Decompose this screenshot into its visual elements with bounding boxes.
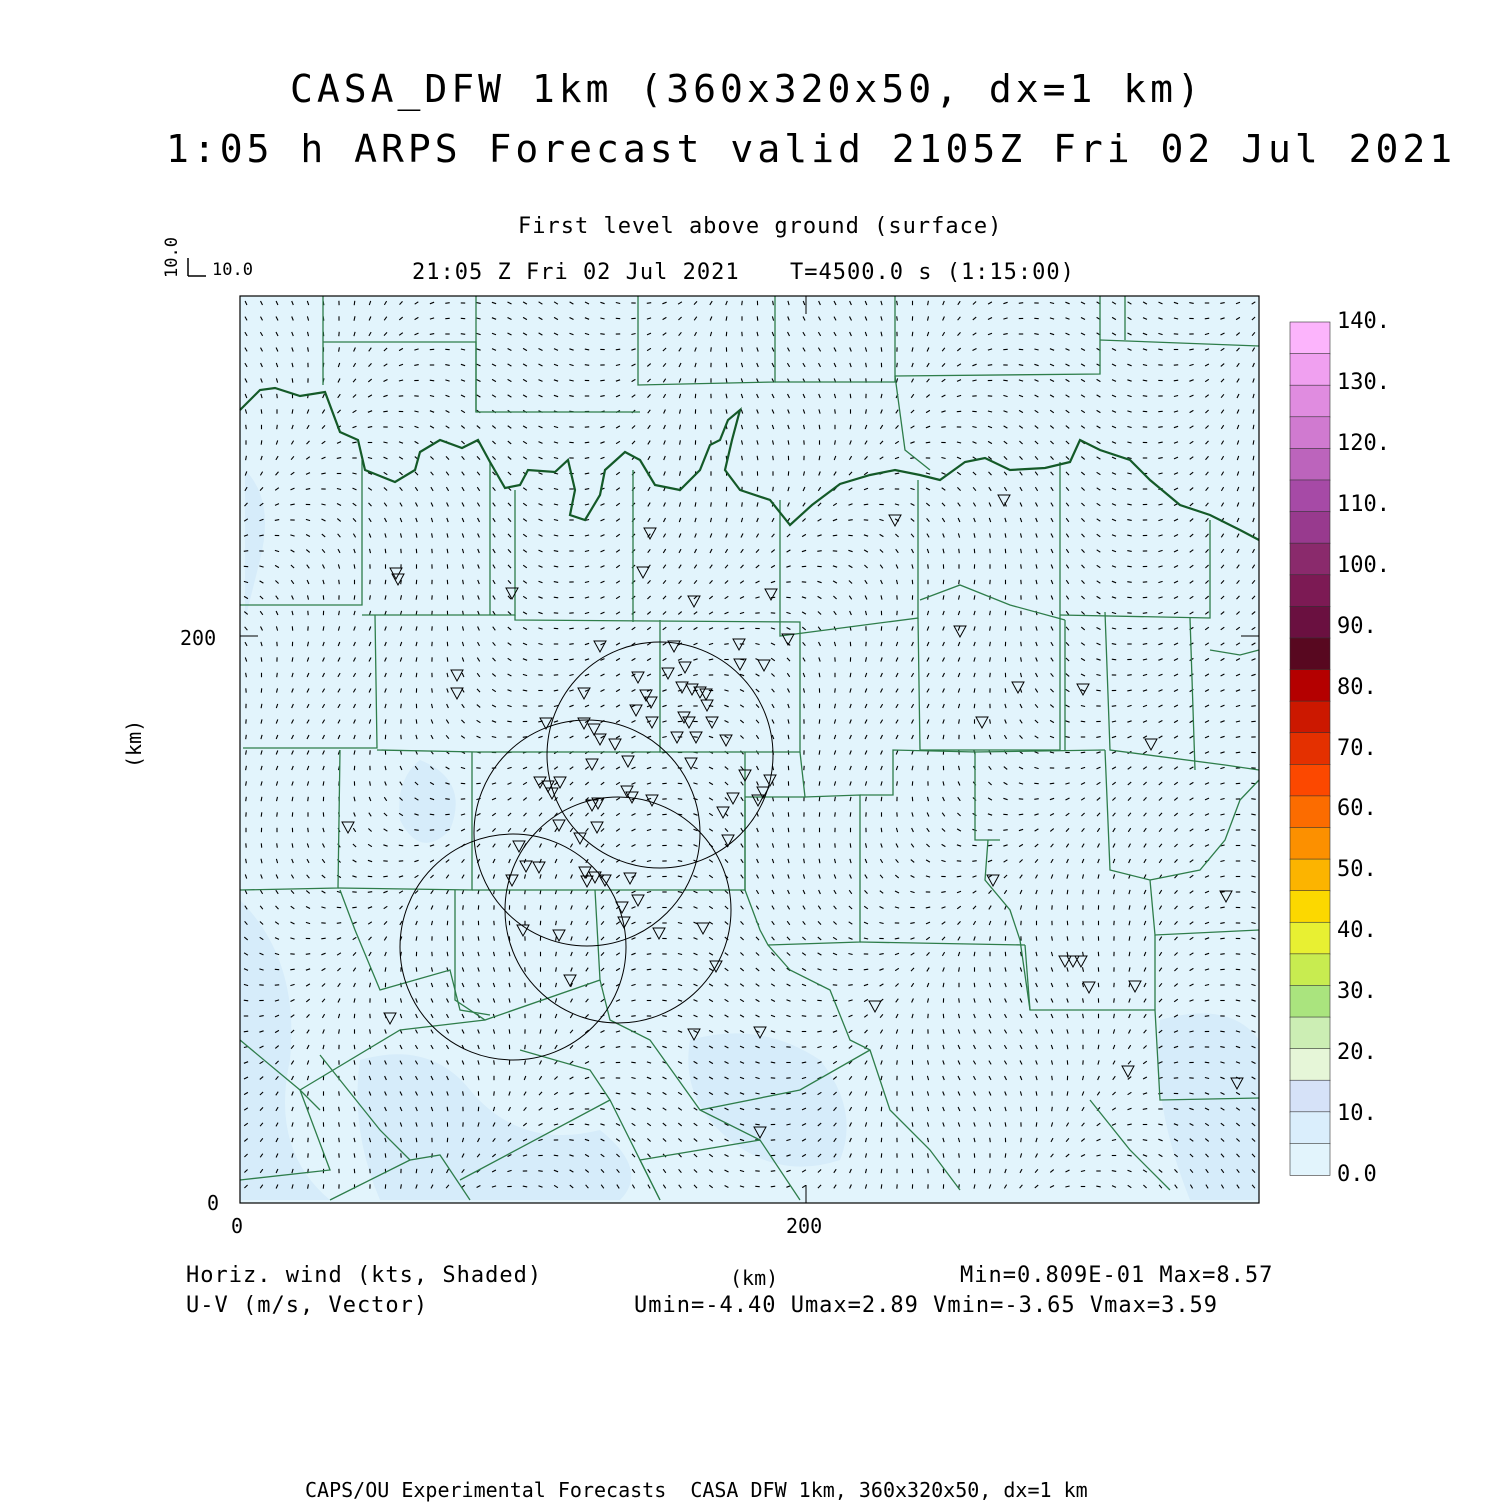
wind-vector	[525, 1045, 526, 1049]
wind-vector	[835, 409, 836, 413]
wind-vector	[711, 502, 712, 506]
wind-vector	[321, 938, 325, 939]
colorbar-swatch	[1290, 638, 1330, 670]
wind-vector	[897, 1060, 898, 1064]
elapsed-time-label: T=4500.0 s (1:15:00)	[790, 262, 1075, 284]
wind-vector	[354, 301, 355, 305]
x-tick-0: 0	[231, 1216, 243, 1236]
wind-vector	[912, 1076, 913, 1080]
wind-vector	[771, 1186, 775, 1187]
wind-vector	[912, 332, 913, 336]
wind-vector	[678, 799, 682, 800]
colorbar-label: 40.	[1337, 920, 1377, 942]
wind-vector	[494, 1060, 495, 1064]
colorbar-swatch	[1290, 859, 1330, 891]
wind-vector	[850, 394, 851, 398]
wind-vector	[771, 1171, 775, 1172]
wind-vector	[261, 657, 262, 661]
colorbar-swatch	[1290, 1143, 1330, 1175]
wind-vector	[881, 828, 882, 832]
wind-vector	[416, 967, 417, 971]
wind-vector	[1251, 799, 1255, 800]
colorbar-label: 80.	[1337, 677, 1377, 699]
wind-vector	[941, 427, 945, 428]
colorbar-swatch	[1290, 1017, 1330, 1049]
wind-vector	[308, 828, 309, 832]
wind-vector	[773, 456, 774, 460]
wind-vector	[819, 425, 820, 429]
y-tick-0: 0	[207, 1193, 219, 1213]
wind-vector	[990, 673, 991, 677]
wind-vector	[631, 1016, 635, 1017]
valid-time-label: 21:05 Z Fri 02 Jul 2021	[412, 262, 740, 284]
wind-vector	[711, 347, 712, 351]
wind-vector	[788, 828, 789, 832]
wind-vector	[647, 303, 651, 304]
wind-vector	[1220, 954, 1224, 955]
wind-vector	[383, 411, 387, 412]
wind-vector	[1220, 1031, 1224, 1032]
wind-vector	[990, 967, 991, 971]
wind-vector	[662, 768, 666, 769]
wind-vector	[1021, 564, 1022, 568]
wind-vector	[585, 365, 589, 366]
vector-key-v-label: 10.0	[164, 237, 181, 278]
wind-vector	[246, 735, 247, 739]
wind-vector	[835, 688, 836, 692]
wind-vector	[988, 845, 992, 846]
wind-vector	[554, 597, 558, 598]
wind-vector	[1205, 318, 1209, 319]
wind-vector	[693, 737, 697, 738]
map-title-line2: 1:05 h ARPS Forecast valid 2105Z Fri 02 Jul 2021	[166, 130, 1456, 168]
colorbar-swatch	[1290, 385, 1330, 417]
y-axis-label: (km)	[124, 720, 144, 768]
wind-vector	[339, 580, 340, 584]
wind-vector	[926, 442, 930, 443]
wind-vector	[525, 967, 526, 971]
wind-vector	[1236, 985, 1240, 986]
wind-vector	[323, 1060, 324, 1064]
vector-key-u-label: 10.0	[212, 262, 253, 279]
wind-vector	[1034, 799, 1038, 800]
wind-vector	[1036, 1122, 1037, 1126]
wind-vector	[972, 861, 976, 862]
colorbar-label: 140.	[1337, 311, 1390, 333]
wind-vector	[1114, 998, 1115, 1002]
wind-vector	[261, 409, 262, 413]
wind-vector	[414, 830, 418, 831]
wind-vector	[1205, 1016, 1209, 1017]
wind-vector	[616, 349, 620, 350]
wind-vector	[1067, 890, 1068, 894]
wind-vector	[1036, 905, 1037, 909]
vector-label: U-V (m/s, Vector)	[186, 1295, 428, 1317]
colorbar-swatch	[1290, 575, 1330, 607]
wind-vector	[246, 797, 247, 801]
wind-vector	[416, 1138, 417, 1142]
wind-vector	[1174, 380, 1178, 381]
wind-vector	[1003, 380, 1007, 381]
wind-vector	[445, 303, 449, 304]
wind-vector	[724, 644, 728, 645]
colorbar-swatch	[1290, 417, 1330, 449]
wind-vector	[742, 301, 743, 305]
wind-vector	[819, 797, 820, 801]
wind-vector	[339, 1138, 340, 1142]
wind-vector	[261, 812, 262, 816]
wind-vector	[742, 502, 743, 506]
wind-vector	[432, 688, 433, 692]
colorbar-label: 60.	[1337, 798, 1377, 820]
wind-vector	[974, 580, 975, 584]
wind-vector	[804, 704, 805, 708]
wind-vector	[1205, 1062, 1209, 1063]
wind-vector	[306, 954, 310, 955]
colorbar-label: 110.	[1337, 494, 1390, 516]
wind-vector	[1236, 752, 1240, 753]
colorbar-label: 120.	[1337, 433, 1390, 455]
colorbar-swatch	[1290, 354, 1330, 386]
colorbar-swatch	[1290, 512, 1330, 544]
x-tick-200: 200	[786, 1216, 822, 1236]
colorbar-swatch	[1290, 1049, 1330, 1081]
wind-vector	[1158, 427, 1162, 428]
wind-vector	[755, 1124, 759, 1125]
wind-vector	[974, 735, 975, 739]
wind-vector	[647, 969, 651, 970]
wind-vector	[881, 797, 882, 801]
wind-vector	[540, 1014, 541, 1018]
wind-vector	[864, 504, 868, 505]
wind-vector	[1005, 1153, 1006, 1157]
vector-key-icon	[188, 258, 206, 276]
wind-vector	[786, 1093, 790, 1094]
wind-vector	[540, 905, 541, 909]
wind-vector	[848, 985, 852, 986]
wind-vector	[354, 595, 355, 599]
wind-vector	[569, 644, 573, 645]
wind-vector	[988, 365, 992, 366]
x-axis-label: (km)	[730, 1268, 778, 1288]
colorbar-swatch	[1290, 796, 1330, 828]
wind-vector	[881, 347, 882, 351]
map-title-line1: CASA_DFW 1km (360x320x50, dx=1 km)	[290, 70, 1204, 108]
wind-vector	[1112, 706, 1116, 707]
wind-vector	[244, 551, 248, 552]
wind-vector	[959, 998, 960, 1002]
wind-vector	[385, 549, 386, 553]
wind-vector	[1003, 830, 1007, 831]
colorbar-label: 0.0	[1337, 1164, 1377, 1186]
colorbar-swatch	[1290, 922, 1330, 954]
wind-vector	[1005, 688, 1006, 692]
wind-vector	[819, 719, 820, 723]
wind-vector	[897, 363, 898, 367]
wind-vector	[959, 580, 960, 584]
wind-vector	[662, 1000, 666, 1001]
wind-vector	[1127, 675, 1131, 676]
wind-vector	[1251, 706, 1255, 707]
wind-vector	[385, 1153, 386, 1157]
colorbar-label: 20.	[1337, 1042, 1377, 1064]
wind-vector	[1114, 905, 1115, 909]
wind-vector	[1127, 566, 1131, 567]
uv-stats: Umin=-4.40 Umax=2.89 Vmin=-3.65 Vmax=3.59	[634, 1295, 1218, 1317]
wind-vector	[600, 380, 604, 381]
wind-vector	[1081, 752, 1085, 753]
wind-vector	[647, 954, 651, 955]
colorbar	[1290, 322, 1330, 1175]
wind-vector	[757, 316, 758, 320]
level-label: First level above ground (surface)	[518, 216, 1002, 238]
wind-vector	[1021, 642, 1022, 646]
field-label: Horiz. wind (kts, Shaded)	[186, 1265, 542, 1287]
wind-vector	[569, 628, 573, 629]
wind-vector	[600, 334, 604, 335]
wind-vector	[1052, 1076, 1053, 1080]
wind-vector	[430, 814, 434, 815]
colorbar-label: 100.	[1337, 555, 1390, 577]
wind-vector	[246, 425, 247, 429]
wind-vector	[463, 936, 464, 940]
wind-vector	[416, 1169, 417, 1173]
colorbar-swatch	[1290, 764, 1330, 796]
colorbar-swatch	[1290, 1112, 1330, 1144]
wind-vector	[1083, 936, 1084, 940]
wind-vector	[507, 721, 511, 722]
wind-vector	[1143, 396, 1147, 397]
wind-vector	[277, 812, 278, 816]
wind-vector	[383, 876, 387, 877]
colorbar-label: 50.	[1337, 859, 1377, 881]
colorbar-swatch	[1290, 670, 1330, 702]
wind-vector	[1081, 721, 1085, 722]
wind-vector	[337, 923, 341, 924]
wind-vector	[308, 797, 309, 801]
wind-vector	[912, 1153, 913, 1157]
wind-vector	[385, 580, 386, 584]
wind-vector	[1036, 936, 1037, 940]
wind-vector	[290, 969, 294, 970]
wind-vector	[1127, 582, 1131, 583]
wind-vector	[494, 1091, 495, 1095]
wind-vector	[773, 487, 774, 491]
wind-vector	[835, 812, 836, 816]
wind-vector	[740, 628, 744, 629]
wind-vector	[277, 394, 278, 398]
wind-vector	[538, 1171, 542, 1172]
wind-vector	[447, 657, 448, 661]
y-tick-200: 200	[180, 628, 216, 648]
wind-vector	[352, 907, 356, 908]
colorbar-swatch	[1290, 985, 1330, 1017]
colorbar-label: 70.	[1337, 738, 1377, 760]
wind-vector	[1220, 938, 1224, 939]
wind-vector	[1052, 1107, 1053, 1111]
min-max-stats: Min=0.809E-01 Max=8.57	[960, 1265, 1273, 1287]
wind-vector	[432, 1153, 433, 1157]
wind-vector	[554, 1155, 558, 1156]
wind-vector	[1143, 628, 1147, 629]
wind-vector	[401, 704, 402, 708]
colorbar-swatch	[1290, 480, 1330, 512]
wind-vector	[292, 378, 293, 382]
wind-vector	[1096, 690, 1100, 691]
colorbar-label: 90.	[1337, 616, 1377, 638]
wind-vector	[1112, 659, 1116, 660]
wind-vector	[1083, 890, 1084, 894]
wind-vector	[897, 316, 898, 320]
colorbar-swatch	[1290, 322, 1330, 354]
wind-vector	[802, 1016, 806, 1017]
wind-vector	[416, 719, 417, 723]
wind-vector	[1019, 814, 1023, 815]
wind-vector	[509, 1029, 510, 1033]
credit-line: CAPS/OU Experimental Forecasts CASA DFW 1km, 360x320x50, dx=1 km	[305, 1480, 1088, 1500]
wind-vector	[354, 1045, 355, 1049]
wind-vector	[399, 845, 403, 846]
wind-vector	[1189, 1047, 1193, 1048]
wind-vector	[881, 1184, 882, 1188]
wind-vector	[277, 425, 278, 429]
colorbar-label: 30.	[1337, 981, 1377, 1003]
wind-vector	[277, 843, 278, 847]
wind-vector	[445, 799, 449, 800]
wind-vector	[1158, 1093, 1162, 1094]
colorbar-swatch	[1290, 448, 1330, 480]
wind-vector	[631, 1062, 635, 1063]
wind-vector	[1143, 613, 1147, 614]
wind-vector	[261, 440, 262, 444]
colorbar-label: 10.	[1337, 1103, 1377, 1125]
colorbar-swatch	[1290, 891, 1330, 923]
wind-vector	[726, 502, 727, 506]
wind-vector	[959, 1153, 960, 1157]
wind-vector	[990, 1138, 991, 1142]
wind-vector	[430, 380, 434, 381]
wind-vector	[817, 551, 821, 552]
wind-vector	[538, 659, 542, 660]
wind-vector	[1019, 303, 1023, 304]
wind-vector	[957, 876, 961, 877]
wind-vector	[974, 983, 975, 987]
colorbar-label: 130.	[1337, 372, 1390, 394]
wind-vector	[461, 334, 465, 335]
wind-vector	[695, 487, 696, 491]
wind-vector	[339, 1091, 340, 1095]
wind-vector	[1021, 1138, 1022, 1142]
wind-vector	[959, 549, 960, 553]
wind-vector	[1098, 890, 1099, 894]
colorbar-swatch	[1290, 827, 1330, 859]
wind-vector	[833, 535, 837, 536]
wind-vector	[368, 892, 372, 893]
colorbar-swatch	[1290, 606, 1330, 638]
colorbar-swatch	[1290, 543, 1330, 575]
wind-vector	[850, 843, 851, 847]
wind-vector	[864, 969, 868, 970]
colorbar-swatch	[1290, 701, 1330, 733]
wind-vector	[928, 564, 929, 568]
colorbar-swatch	[1290, 1080, 1330, 1112]
wind-vector	[928, 1045, 929, 1049]
colorbar-swatch	[1290, 954, 1330, 986]
wind-vector	[416, 673, 417, 677]
wind-vector	[848, 520, 852, 521]
wind-vector	[724, 675, 728, 676]
colorbar-swatch	[1290, 733, 1330, 765]
wind-vector	[585, 442, 589, 443]
wind-vector	[974, 704, 975, 708]
wind-vector	[244, 1000, 248, 1001]
wind-vector	[881, 1169, 882, 1173]
wind-vector	[850, 812, 851, 816]
wind-vector	[244, 1031, 248, 1032]
wind-vector	[912, 1029, 913, 1033]
wind-vector	[1065, 768, 1069, 769]
wind-vector	[277, 673, 278, 677]
wind-vector	[569, 1140, 573, 1141]
wind-vector	[463, 905, 464, 909]
wind-vector	[1050, 783, 1054, 784]
